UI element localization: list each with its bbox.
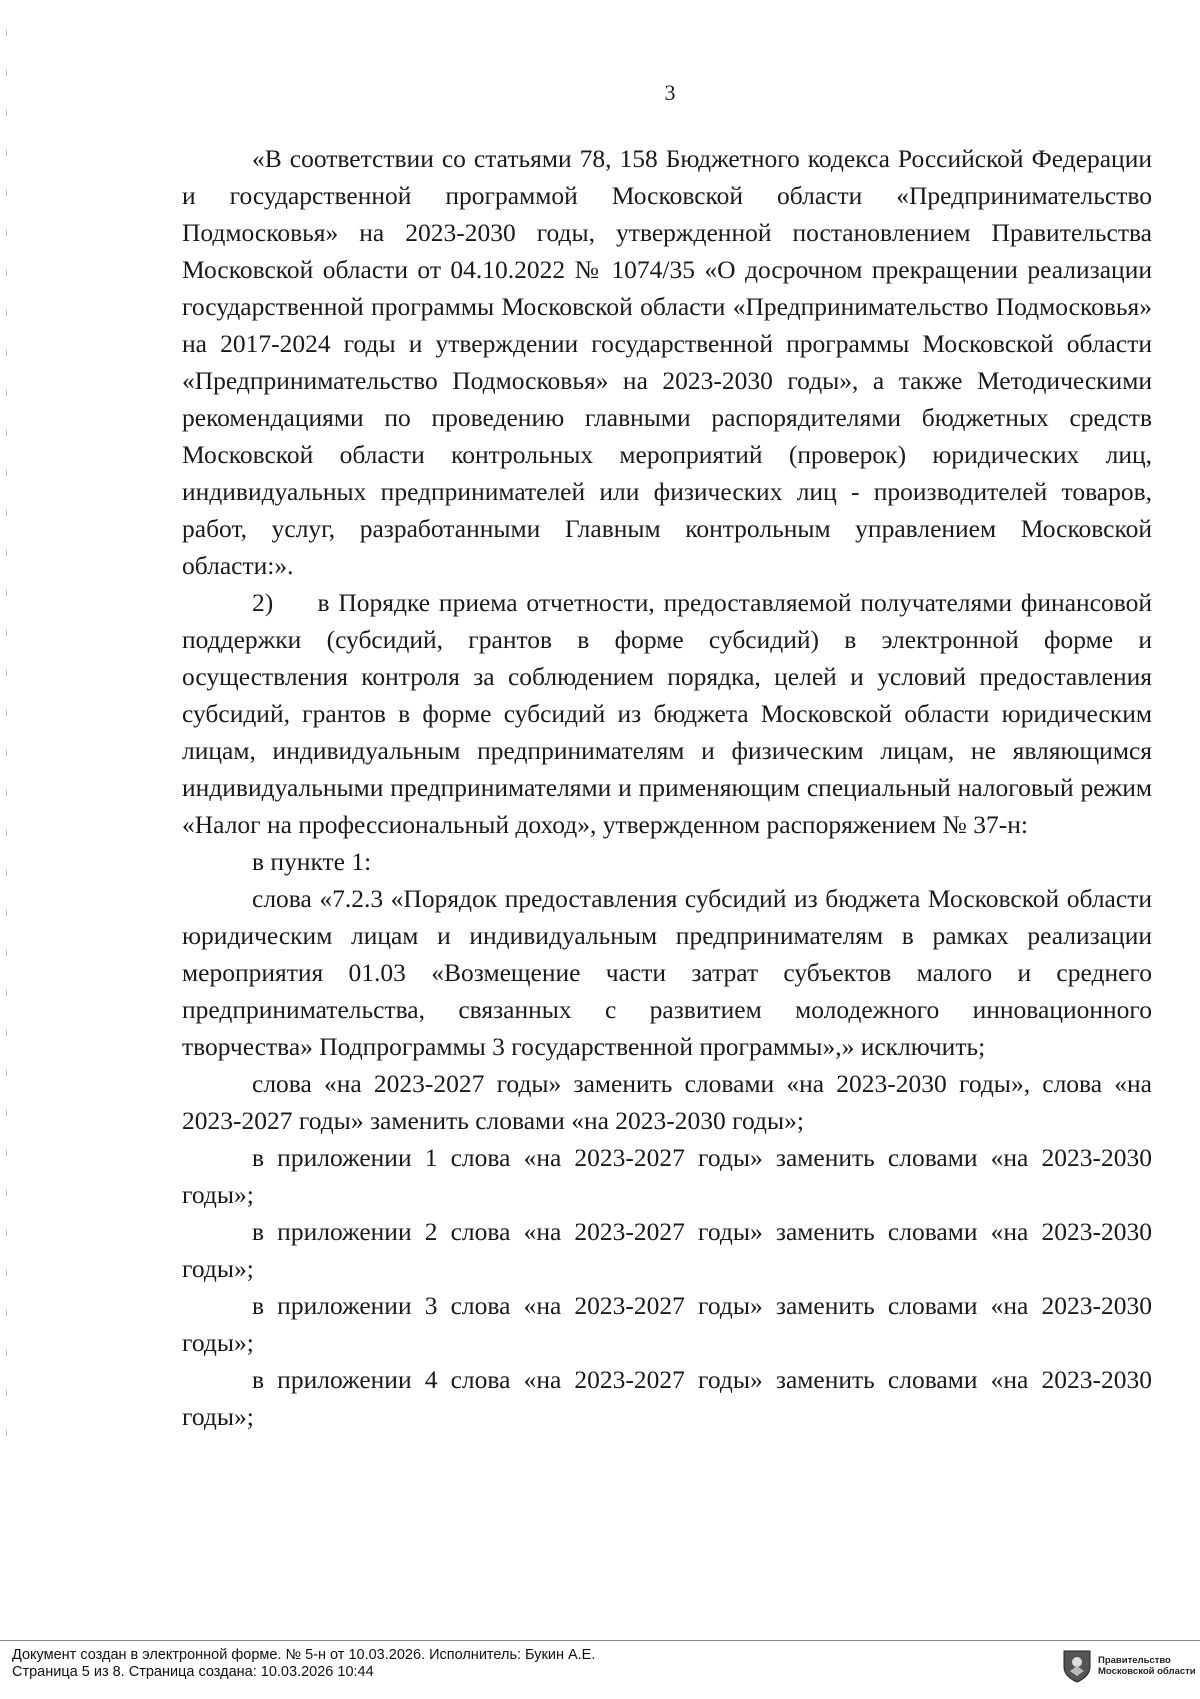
- paragraph: в приложении 1 слова «на 2023-2027 годы» заменить словами «на 2023-2030 годы»;: [182, 1143, 1152, 1209]
- page-number: 3: [664, 80, 676, 105]
- logo-caption: [1098, 1655, 1196, 1677]
- paragraph: «В соответствии со статьями 78, 158 Бюджетного кодекса Российской Федерации и государственной программой Московской области «Предпринимательство Подмосковья» на 2023-2030 годы, утвержденной постановлением Правительства Московской области от 04.10.2022 № 1074/35 «О досрочном прекращении реализации государственной программы Московской области «Предпринимательство Подмосковья» на 2017-2024 годы и утверждении государственной программы Московской области «Предпринимательство Подмосковья» на 2023-2030 годы», а также Методическими рекомендациями по проведению главными распорядителями бюджетных средств Московской области контрольных мероприятий (проверок) юридических лиц, индивидуальных предпринимателей или физических лиц - производителей товаров, работ, услуг, разработанными Главным контрольным управлением Московской области:».: [182, 144, 1152, 580]
- coat-of-arms-icon: [1062, 1649, 1092, 1683]
- scan-edge-marks: [6, 30, 7, 1450]
- paragraph: слова «7.2.3 «Порядок предоставления субсидий из бюджета Московской области юридическим лицам и индивидуальным предпринимателям в рамках реализации мероприятия 01.03 «Возмещение части затрат субъектов малого и среднего предпринимательства, связанных с развитием молодежного инновационного творчества» Подпрограммы 3 государственной программы»,» исключить;: [182, 884, 1152, 1061]
- document-footer: [0, 1640, 1200, 1699]
- paragraph: слова «на 2023-2027 годы» заменить словами «на 2023-2030 годы», слова «на 2023-2027 годы» заменить словами «на 2023-2030 годы»;: [182, 1069, 1152, 1135]
- paragraph: в приложении 4 слова «на 2023-2027 годы» заменить словами «на 2023-2030 годы»;: [182, 1365, 1152, 1431]
- paragraph: 2) в Порядке приема отчетности, предоставляемой получателями финансовой поддержки (субсидий, грантов в форме субсидий) в электронной форме и осуществления контроля за соблюдением порядка, целей и условий предоставления субсидий, грантов в форме субсидий из бюджета Московской области юридическим лицам, индивидуальным предпринимателям и физическим лицам, не являющимся индивидуальными предпринимателями и применяющим специальный налоговый режим «Налог на профессиональный доход», утвержденном распоряжением № 37-н:: [182, 588, 1152, 839]
- paragraph: в приложении 3 слова «на 2023-2027 годы» заменить словами «на 2023-2030 годы»;: [182, 1291, 1152, 1357]
- footer-line-page: Страница 5 из 8. Страница создана: 10.03.2026 10:44: [12, 1664, 374, 1680]
- footer-line-document: Документ создан в электронной форме. № 5-н от 10.03.2026. Исполнитель: Букин А.Е.: [12, 1647, 596, 1663]
- footer-text: [12, 1647, 595, 1681]
- document-body: [182, 140, 1152, 1435]
- logo-caption-line2: Московской области: [1098, 1666, 1196, 1677]
- logo-caption-line1: Правительство: [1098, 1655, 1171, 1666]
- paragraph: в пункте 1:: [252, 847, 372, 876]
- paragraph: в приложении 2 слова «на 2023-2027 годы» заменить словами «на 2023-2030 годы»;: [182, 1217, 1152, 1283]
- government-logo: [1062, 1649, 1196, 1683]
